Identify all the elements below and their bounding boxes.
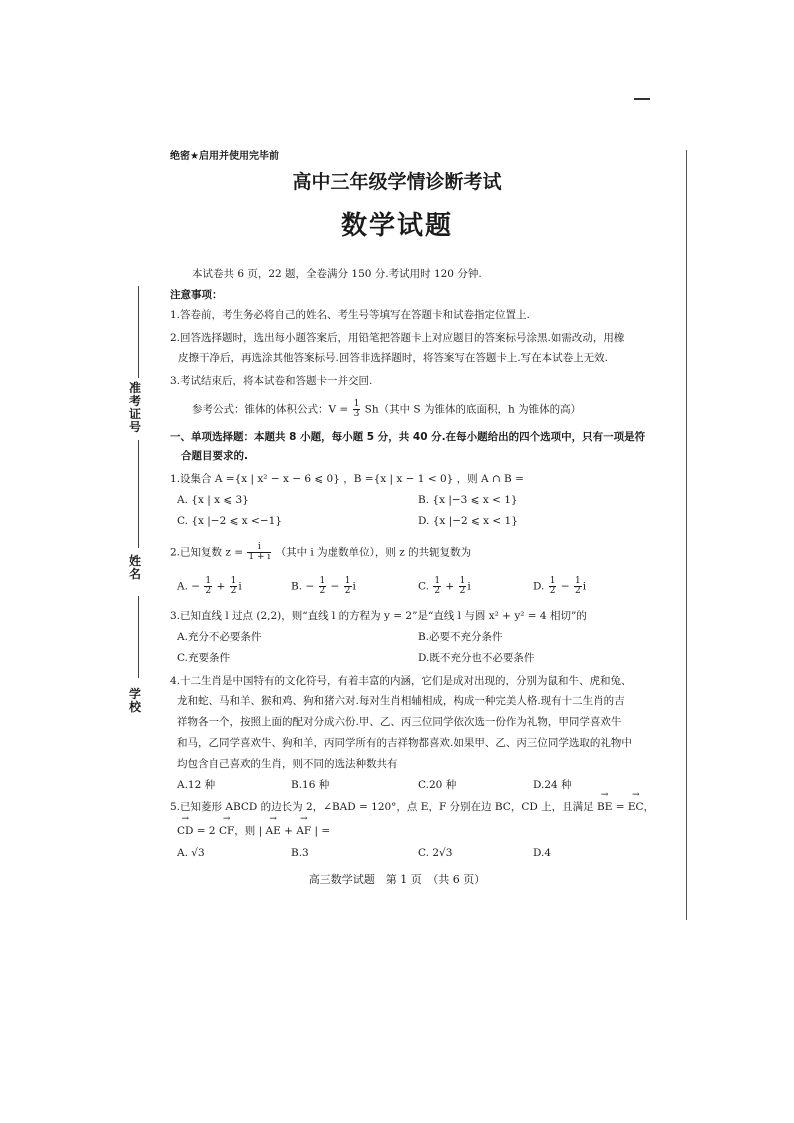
operator: −	[560, 580, 570, 593]
vector-be: → BE	[597, 800, 612, 814]
fraction-denominator: 2	[459, 586, 466, 596]
q4-line5: 均包含自己喜欢的生肖，则不同的选法种数共有	[177, 758, 398, 770]
fraction-numerator: 1	[353, 399, 360, 409]
half-fraction	[549, 577, 557, 596]
q1-option-d: D. {x |−2 ⩽ x < 1}	[418, 515, 518, 527]
note-2-line2: 皮擦干净后，再选涂其他答案标号.回答非选择题时，将答案写在答题卡上.写在本试卷上无效.	[178, 352, 609, 364]
fraction-denominator: 3	[353, 409, 360, 419]
fraction-denominator: 2	[319, 586, 326, 596]
note-3: 3.考试结束后，将本试卷和答题卡一并交回.	[170, 375, 373, 387]
q5-option-a: A. √3	[177, 847, 205, 859]
q5-end: | =	[314, 825, 331, 837]
half-fraction	[344, 577, 352, 596]
scan-mark	[634, 98, 650, 100]
option-label: D.	[533, 580, 545, 593]
q3-option-b: B.必要不充分条件	[418, 631, 503, 643]
one-third-fraction	[353, 400, 361, 419]
fraction-numerator: 1	[574, 576, 581, 586]
q2-stem-suffix: （其中 i 为虚数单位），则 z 的共轭复数为	[275, 546, 472, 559]
fraction-numerator: 1	[205, 576, 212, 586]
fraction-numerator: 1	[230, 576, 237, 586]
q5-option-c: C. 2√3	[418, 847, 453, 859]
ticket-number-label: 准考证号	[128, 381, 141, 434]
q3-stem: 3.已知直线 l 过点 (2,2)，则“直线 l 的方程为 y = 2”是“直线 l 与圆 x² + y² = 4 相切”的	[170, 610, 587, 622]
fraction-denominator: 2	[434, 586, 441, 596]
fraction-numerator: 1	[459, 576, 466, 586]
q4-option-c: C.20 种	[418, 779, 457, 791]
half-fraction	[230, 577, 238, 596]
confidential-mark: 绝密★启用并使用完毕前	[170, 151, 279, 162]
fraction-numerator: 1	[344, 576, 351, 586]
operator: = 2	[196, 825, 216, 837]
subject-title: 数学试题	[340, 211, 453, 241]
q1-option-b: B. {x |−3 ⩽ x < 1}	[418, 494, 518, 506]
q3-option-c: C.充要条件	[177, 652, 230, 664]
section1-heading-line2: 合题目要求的.	[181, 450, 248, 462]
q1-option-c: C. {x |−2 ⩽ x <−1}	[177, 515, 282, 527]
q4-option-d: D.24 种	[533, 779, 572, 791]
option-label: C.	[418, 580, 429, 593]
half-fraction	[319, 577, 327, 596]
fraction-numerator: 1	[319, 576, 326, 586]
imaginary-unit: i	[352, 580, 356, 593]
note-2-line1: 2.回答选择题时，选出每小题答案后，用铅笔把答题卡上对应题目的答案标号涂黑.如需改动，用橡	[170, 332, 625, 344]
q4-line4: 和马，乙同学喜欢牛、狗和羊，丙同学所有的吉祥物都喜欢.如果甲、乙、丙三位同学选取的礼物中	[177, 737, 632, 749]
q2-fraction	[247, 543, 271, 562]
fraction-numerator: 1	[434, 576, 441, 586]
notes-heading: 注意事项：	[170, 289, 223, 301]
school-label: 学校	[128, 687, 141, 714]
q4-option-b: B.16 种	[291, 779, 330, 791]
fraction-denominator: 2	[344, 586, 351, 596]
q2-option-a	[177, 577, 242, 596]
q2-option-d	[533, 577, 586, 596]
note-1: 1.答卷前，考生务必将自己的姓名、考生号等填写在答题卡和试卷指定位置上.	[170, 309, 530, 321]
q1-stem: 1.设集合 A ={x | x² − x − 6 ⩽ 0} ，B ={x | x − 1 < 0} ，则 A ∩ B =	[170, 473, 524, 485]
operator: =	[615, 801, 625, 813]
operator: −	[330, 580, 340, 593]
q2-stem-prefix: 2.已知复数 z =	[170, 546, 244, 559]
q5-line1	[170, 800, 654, 814]
formula-suffix: Sh（其中 S 为锥体的底面积，h 为锥体的高）	[364, 403, 582, 416]
fraction-denominator: 2	[549, 586, 556, 596]
half-fraction	[574, 577, 582, 596]
name-line	[138, 440, 139, 548]
operator: +	[216, 580, 226, 593]
q3-option-a: A.充分不必要条件	[177, 631, 262, 643]
name-label: 姓名	[128, 554, 141, 581]
option-label: B. −	[291, 580, 315, 593]
q2-stem	[170, 543, 471, 562]
fraction-denominator: 2	[205, 586, 212, 596]
exam-title: 高中三年级学情诊断考试	[292, 171, 502, 193]
imaginary-unit: i	[582, 580, 587, 593]
ticket-number-line	[138, 286, 139, 378]
operator: +	[445, 580, 455, 593]
q4-line3: 祥物各一个，按照上面的配对分成六份.甲、乙、丙三位同学依次选一份作为礼物，甲同学喜欢牛	[177, 716, 622, 728]
q2-option-c	[418, 577, 471, 596]
q5-line2	[177, 824, 330, 838]
q2-fraction-denominator: 1 + i	[248, 552, 271, 562]
vector-cf: → CF	[219, 824, 234, 838]
exam-intro: 本试卷共 6 页，22 题，全卷满分 150 分.考试用时 120 分钟.	[192, 268, 482, 280]
fraction-denominator: 2	[230, 586, 237, 596]
half-fraction	[433, 577, 441, 596]
school-line	[138, 596, 139, 678]
vector-ae: → AE	[266, 824, 281, 838]
reference-formula	[192, 400, 581, 419]
vector-af: → AF	[296, 824, 311, 838]
q4-line1: 4.十二生肖是中国特有的文化符号，有着丰富的内涵，它们是成对出现的，分别为鼠和牛、虎和兔、	[170, 675, 632, 687]
imaginary-unit: i	[238, 580, 242, 593]
option-label: A. −	[177, 580, 201, 593]
q4-line2: 龙和蛇、马和羊、猴和鸡、狗和猪六对.每对生肖相辅相成，构成一种完美人格.现有十二生肖的吉	[177, 695, 625, 707]
page-border-line	[686, 150, 687, 920]
q2-fraction-numerator: i	[247, 543, 271, 553]
q5-option-b: B.3	[291, 847, 309, 859]
punctuation: ，	[643, 801, 655, 813]
q5-option-d: D.4	[533, 847, 552, 859]
formula-prefix: 参考公式：锥体的体积公式：V =	[192, 403, 349, 416]
operator: +	[284, 825, 293, 837]
fraction-denominator: 2	[574, 586, 581, 596]
q5-stem-text: 5.已知菱形 ABCD 的边长为 2，∠BAD = 120°，点 E，F 分别在边 BC，CD 上，且满足	[170, 801, 594, 813]
half-fraction	[204, 577, 212, 596]
q2-option-b	[291, 577, 356, 596]
fraction-numerator: 1	[549, 576, 556, 586]
q3-option-d: D.既不充分也不必要条件	[418, 652, 535, 664]
section1-heading-line1: 一、单项选择题：本题共 8 小题，每小题 5 分，共 40 分.在每小题给出的四个选项中，只有一项是符	[170, 431, 646, 443]
vector-ec: → EC	[628, 800, 644, 814]
half-fraction	[459, 577, 467, 596]
q4-option-a: A.12 种	[177, 779, 216, 791]
q5-then: ，则 |	[234, 825, 263, 837]
vector-cd: → CD	[177, 824, 193, 838]
q1-option-a: A. {x | x ⩽ 3}	[177, 494, 249, 506]
imaginary-unit: i	[467, 580, 471, 593]
page-footer: 高三数学试题 第 1 页 （共 6 页）	[308, 873, 486, 886]
